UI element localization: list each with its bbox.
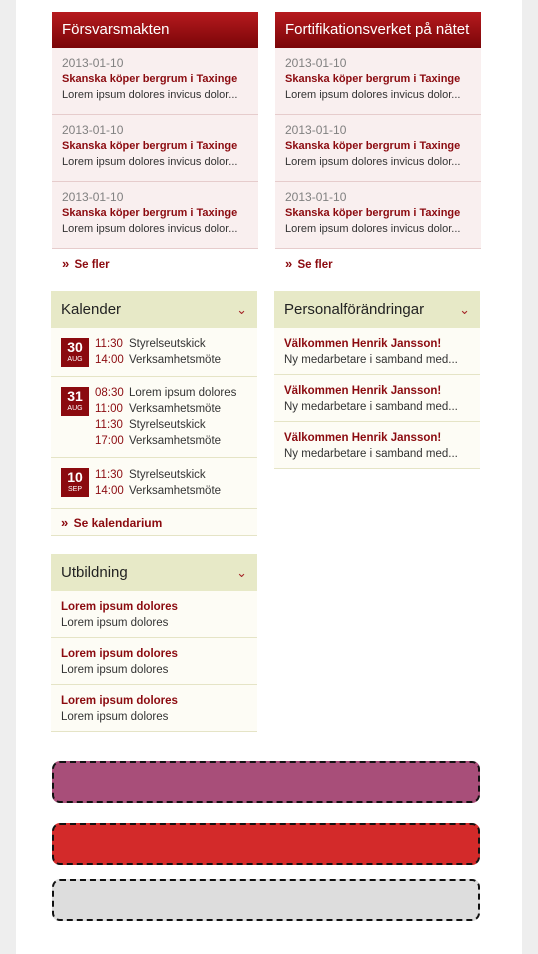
event-name: Styrelseutskick (129, 338, 206, 350)
item-text: Ny medarbetare i samband med... (284, 354, 458, 366)
placeholder-bar-red[interactable] (52, 823, 480, 865)
item-title[interactable]: Lorem ipsum dolores (61, 601, 178, 613)
double-chevron-right-icon: » (61, 515, 69, 530)
calendar-day (51, 377, 257, 458)
see-more-link[interactable] (52, 249, 258, 271)
item-text: Ny medarbetare i samband med... (284, 401, 458, 413)
news-forsvarsmakten (52, 12, 258, 271)
event-name: Styrelseutskick (129, 419, 206, 431)
calendar-widget (51, 291, 257, 536)
event-name: Styrelseutskick (129, 469, 206, 481)
event-time: 11:30 (95, 338, 123, 350)
news-title[interactable]: Skanska köper bergrum i Taxinge (62, 140, 238, 152)
date-badge-day: 31 (67, 388, 83, 404)
news-excerpt: Lorem ipsum dolores invicus dolor... (62, 156, 238, 168)
see-calendar-label: Se kalendarium (73, 516, 163, 530)
chevron-down-icon[interactable]: ⌄ (459, 302, 470, 317)
news-title[interactable]: Skanska köper bergrum i Taxinge (285, 73, 461, 85)
chevron-down-icon[interactable]: ⌄ (236, 565, 247, 580)
double-chevron-right-icon: » (285, 256, 293, 271)
calendar-event[interactable] (95, 483, 221, 499)
education-header[interactable] (51, 554, 257, 591)
news-date: 2013-01-10 (62, 123, 124, 137)
date-badge (61, 338, 89, 367)
news-excerpt: Lorem ipsum dolores invicus dolor... (285, 89, 461, 101)
item-text: Lorem ipsum dolores (61, 664, 169, 676)
calendar-day (51, 328, 257, 377)
news-title[interactable]: Skanska köper bergrum i Taxinge (285, 140, 461, 152)
news-item[interactable] (275, 48, 481, 115)
news-date: 2013-01-10 (285, 190, 347, 204)
calendar-day (51, 458, 257, 509)
event-time: 11:30 (95, 469, 123, 481)
list-item[interactable] (274, 328, 480, 375)
list-item[interactable] (51, 638, 257, 685)
date-badge-month: SEP (67, 486, 82, 493)
calendar-header[interactable] (51, 291, 257, 328)
news-item[interactable] (275, 182, 481, 249)
item-title[interactable]: Välkommen Henrik Jansson! (284, 432, 442, 444)
event-time: 14:00 (95, 354, 124, 366)
calendar-event[interactable] (95, 385, 236, 401)
news-title[interactable]: Skanska köper bergrum i Taxinge (62, 207, 238, 219)
personnel-title: Personalförändringar (284, 301, 425, 318)
event-time: 11:30 (95, 419, 123, 431)
news-excerpt: Lorem ipsum dolores invicus dolor... (285, 223, 461, 235)
calendar-event[interactable] (95, 433, 221, 449)
see-more-label: Se fler (297, 259, 333, 271)
calendar-event[interactable] (95, 401, 221, 417)
news-item[interactable] (275, 115, 481, 182)
item-text: Ny medarbetare i samband med... (284, 448, 458, 460)
event-name: Lorem ipsum dolores (129, 387, 237, 399)
date-badge-day: 30 (67, 339, 83, 355)
news-title[interactable]: Skanska köper bergrum i Taxinge (285, 207, 461, 219)
item-title[interactable]: Lorem ipsum dolores (61, 648, 178, 660)
education-widget (51, 554, 257, 732)
item-title[interactable]: Lorem ipsum dolores (61, 695, 178, 707)
news-header: Försvarsmakten (52, 12, 258, 48)
double-chevron-right-icon: » (62, 256, 70, 271)
item-text: Lorem ipsum dolores (61, 711, 169, 723)
event-time: 11:00 (95, 403, 123, 415)
news-date: 2013-01-10 (62, 190, 124, 204)
event-name: Verksamhetsmöte (129, 403, 222, 415)
see-calendar-link[interactable] (51, 509, 257, 536)
event-time: 08:30 (95, 387, 124, 399)
news-fortifikationsverket (275, 12, 481, 271)
news-excerpt: Lorem ipsum dolores invicus dolor... (285, 156, 461, 168)
news-date: 2013-01-10 (285, 123, 347, 137)
calendar-event[interactable] (95, 467, 206, 483)
news-date: 2013-01-10 (62, 56, 124, 70)
news-date: 2013-01-10 (285, 56, 347, 70)
list-item[interactable] (51, 591, 257, 638)
see-more-link[interactable] (275, 249, 481, 271)
news-excerpt: Lorem ipsum dolores invicus dolor... (62, 223, 238, 235)
calendar-title: Kalender (61, 301, 122, 318)
date-badge (61, 387, 89, 416)
news-item[interactable] (52, 182, 258, 249)
news-item[interactable] (52, 48, 258, 115)
personnel-header[interactable] (274, 291, 480, 328)
date-badge-day: 10 (67, 469, 83, 485)
event-name: Verksamhetsmöte (129, 485, 222, 497)
news-item[interactable] (52, 115, 258, 182)
calendar-event[interactable] (95, 336, 206, 352)
date-badge-month: AUG (67, 356, 83, 363)
news-title[interactable]: Skanska köper bergrum i Taxinge (62, 73, 238, 85)
list-item[interactable] (274, 422, 480, 469)
list-item[interactable] (274, 375, 480, 422)
event-time: 14:00 (95, 485, 124, 497)
news-excerpt: Lorem ipsum dolores invicus dolor... (62, 89, 238, 101)
event-name: Verksamhetsmöte (129, 354, 222, 366)
item-title[interactable]: Välkommen Henrik Jansson! (284, 338, 442, 350)
date-badge (61, 468, 89, 497)
calendar-event[interactable] (95, 352, 221, 368)
item-title[interactable]: Välkommen Henrik Jansson! (284, 385, 442, 397)
page (16, 0, 522, 954)
event-time: 17:00 (95, 435, 124, 447)
list-item[interactable] (51, 685, 257, 732)
education-title: Utbildning (61, 564, 128, 581)
news-header: Fortifikationsverket på nätet (275, 12, 481, 48)
date-badge-month: AUG (67, 405, 83, 412)
calendar-event[interactable] (95, 417, 206, 433)
personnel-widget (274, 291, 480, 469)
chevron-down-icon[interactable]: ⌄ (236, 302, 247, 317)
event-name: Verksamhetsmöte (129, 435, 222, 447)
see-more-label: Se fler (74, 259, 110, 271)
placeholder-bar-grey[interactable] (52, 879, 480, 921)
placeholder-bar-purple[interactable] (52, 761, 480, 803)
item-text: Lorem ipsum dolores (61, 617, 169, 629)
